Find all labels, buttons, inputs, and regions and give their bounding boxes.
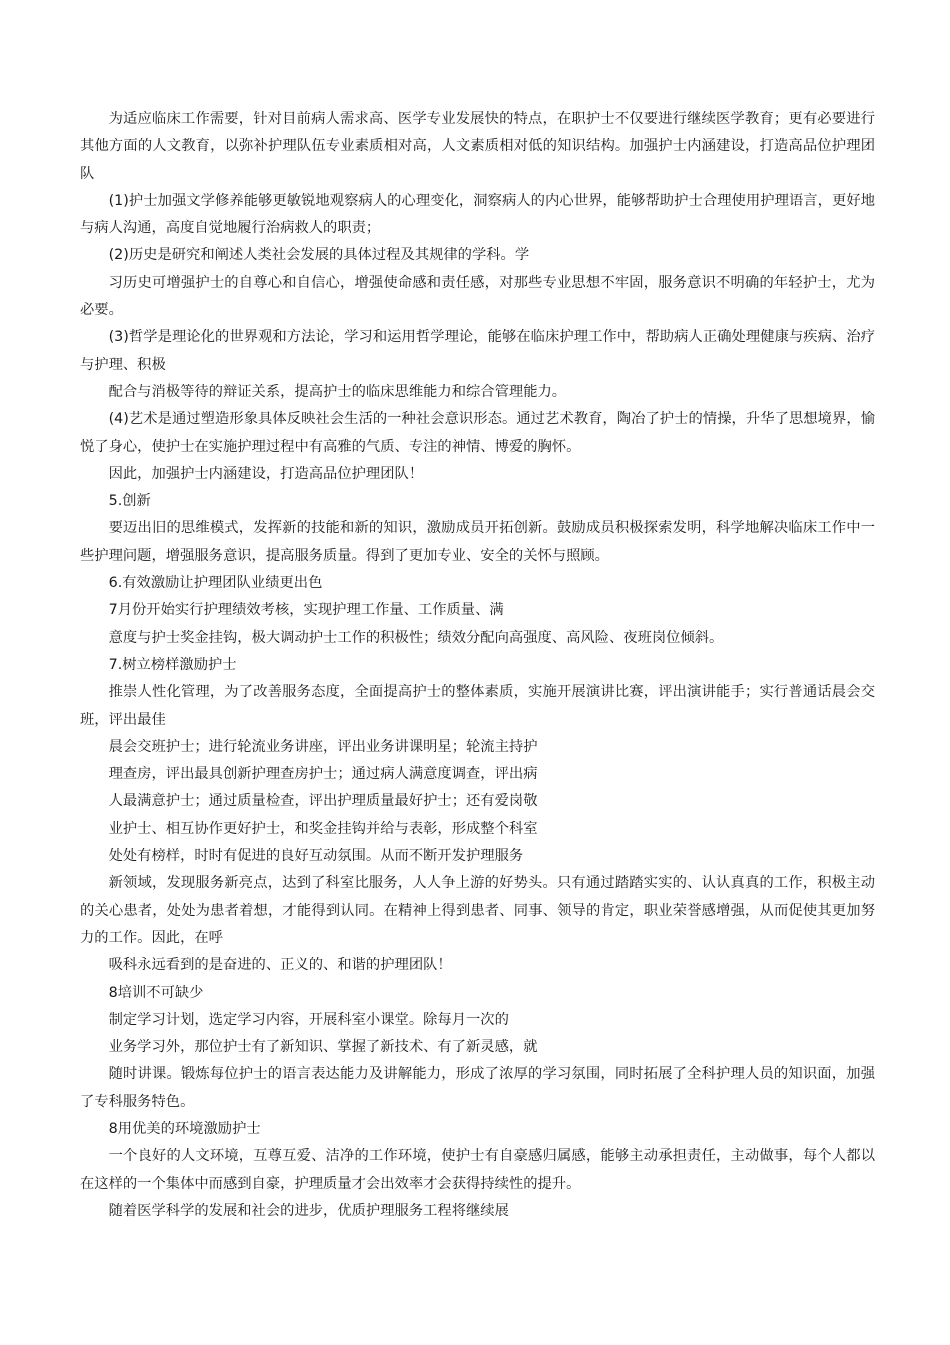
paragraph: 习历史可增强护士的自尊心和自信心，增强使命感和责任感，对那些专业思想不牢固，服务意识不明确的年轻护士，尤为必要。 — [80, 274, 875, 319]
section-heading: 8用优美的环境激励护士 — [108, 1120, 261, 1137]
paragraph: 随着医学科学的发展和社会的进步，优质护理服务工程将继续展 — [108, 1202, 509, 1219]
paragraph: 理查房，评出最具创新护理查房护士；通过病人满意度调查，评出病 — [108, 766, 538, 783]
paragraph: 7月份开始实行护理绩效考核，实现护理工作量、工作质量、满 — [108, 602, 504, 619]
paragraph: 新领域，发现服务新亮点，达到了科室比服务，人人争上游的好势头。只有通过踏踏实实的、认认真真的工作，积极主动的关心患者，处处为患者着想，才能得到认同。在精神上得到患者、同事、领导的肯定，职业荣誉感增强，从而促使其更加努力的工作。因此，在呼 — [80, 875, 875, 946]
paragraph: 晨会交班护士；进行轮流业务讲座，评出业务讲课明星；轮流主持护 — [108, 738, 538, 755]
section-heading: 6.有效激励让护理团队业绩更出色 — [108, 575, 323, 592]
paragraph: 为适应临床工作需要，针对目前病人需求高、医学专业发展快的特点，在职护士不仅要进行继续医学教育；更有必要进行其他方面的人文教育，以弥补护理队伍专业素质相对高，人文素质相对低的知识结构。加强护士内涵建设，打造高品位护理团队 — [80, 111, 875, 182]
paragraph: 要迈出旧的思维模式，发挥新的技能和新的知识，激励成员开拓创新。鼓励成员积极探索发明，科学地解决临床工作中一些护理问题，增强服务意识，提高服务质量。得到了更加专业、安全的关怀与照顾。 — [80, 520, 875, 564]
paragraph: 业护士、相互协作更好护士，和奖金挂钩并给与表彰，形成整个科室 — [108, 820, 538, 837]
paragraph: (4)艺术是通过塑造形象具体反映社会生活的一种社会意识形态。通过艺术教育，陶冶了护士的情操，升华了思想境界，愉悦了身心，使护士在实施护理过程中有高雅的气质、专注的神情、博爱的胸怀。 — [80, 411, 875, 455]
paragraph: (1)护士加强文学修养能够更敏锐地观察病人的心理变化，洞察病人的内心世界，能够帮助护士合理使用护理语言，更好地与病人沟通，高度自觉地履行治病救人的职责； — [80, 192, 875, 237]
paragraph: (2)历史是研究和阐述人类社会发展的具体过程及其规律的学科。学 — [108, 247, 530, 264]
paragraph: 随时讲课。锻炼每位护士的语言表达能力及讲解能力，形成了浓厚的学习氛围，同时拓展了全科护理人员的知识面，加强了专科服务特色。 — [80, 1066, 875, 1110]
paragraph: 因此，加强护士内涵建设，打造高品位护理团队！ — [108, 465, 424, 482]
paragraph: (3)哲学是理论化的世界观和方法论，学习和运用哲学理论，能够在临床护理工作中，帮助病人正确处理健康与疾病、治疗与护理、积极 — [80, 329, 875, 373]
document-body — [80, 106, 875, 1225]
paragraph: 一个良好的人文环境，互尊互爱、洁净的工作环境，使护士有自豪感归属感，能够主动承担责任，主动做事，每个人都以在这样的一个集体中而感到自豪，护理质量才会出效率才会获得持续性的提升。 — [80, 1148, 875, 1192]
paragraph: 推崇人性化管理，为了改善服务态度，全面提高护士的整体素质，实施开展演讲比赛，评出演讲能手；实行普通话晨会交班，评出最佳 — [80, 684, 875, 728]
paragraph: 业务学习外，那位护士有了新知识、掌握了新技术、有了新灵感，就 — [108, 1039, 538, 1056]
section-heading: 7.树立榜样激励护士 — [108, 656, 237, 673]
paragraph: 意度与护士奖金挂钩，极大调动护士工作的积极性；绩效分配向高强度、高风险、夜班岗位倾斜。 — [108, 629, 724, 646]
paragraph: 吸科永远看到的是奋进的、正义的、和谐的护理团队！ — [108, 957, 452, 974]
section-heading: 5.创新 — [108, 493, 151, 510]
paragraph: 处处有榜样，时时有促进的良好互动氛围。从而不断开发护理服务 — [108, 848, 524, 865]
section-heading: 8培训不可缺少 — [108, 984, 204, 1001]
paragraph: 人最满意护士；通过质量检查，评出护理质量最好护士；还有爱岗敬 — [108, 793, 538, 810]
paragraph: 配合与消极等待的辩证关系，提高护士的临床思维能力和综合管理能力。 — [108, 383, 567, 400]
paragraph: 制定学习计划，选定学习内容，开展科室小课堂。除每月一次的 — [108, 1011, 509, 1028]
